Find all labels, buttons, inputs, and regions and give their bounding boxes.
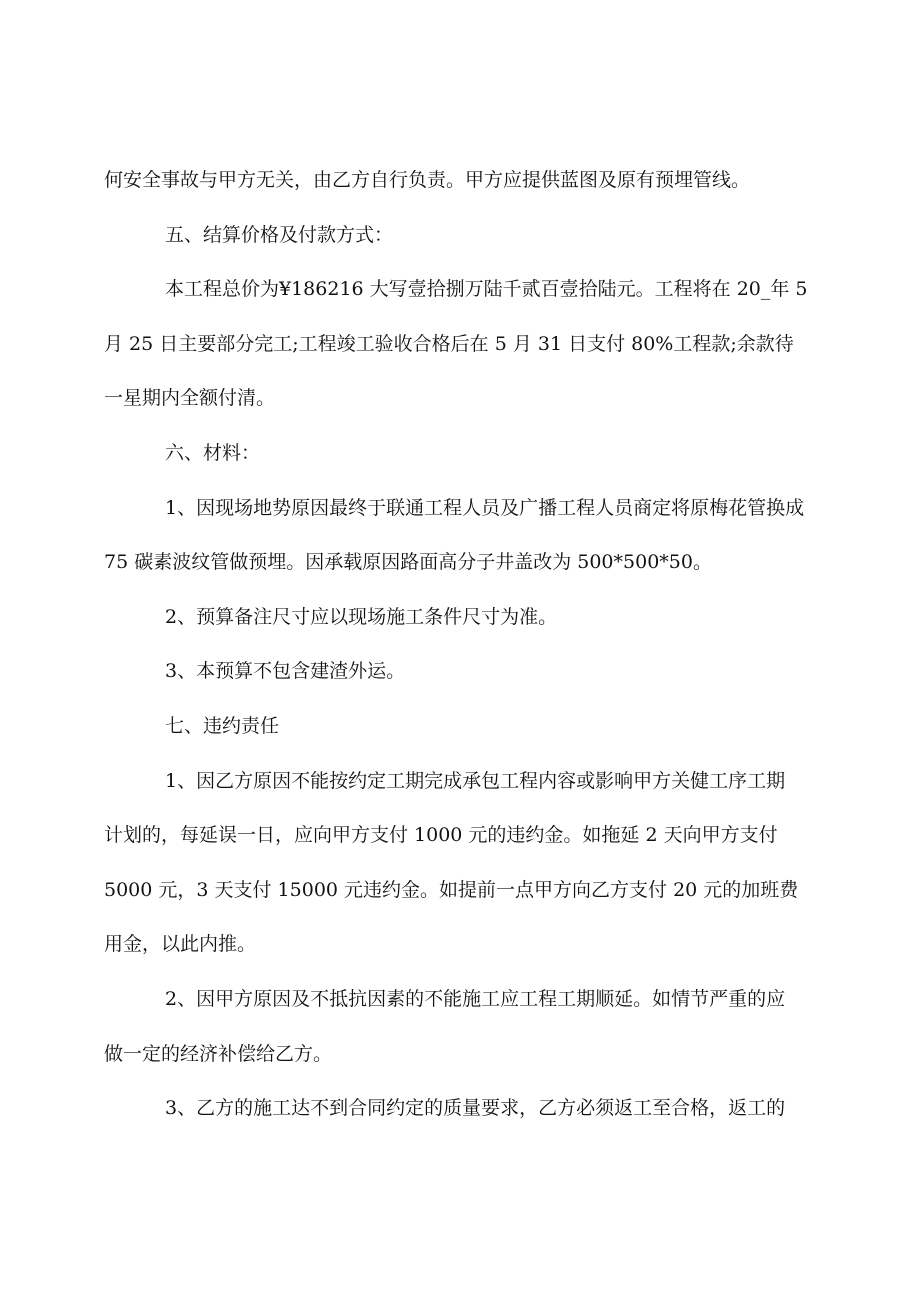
text-line: 3、乙方的施工达不到合同约定的质量要求，乙方必须返工至合格，返工的 — [165, 1097, 786, 1120]
paragraph — [104, 644, 824, 699]
text-line: 何安全事故与甲方无关，由乙方自行负责。甲方应提供蓝图及原有预埋管线。 — [104, 169, 751, 191]
paragraph — [104, 262, 824, 426]
text-line: 5000 元，3 天支付 15000 元违约金。如提前一点甲方向乙方支付 20 元的加班费 — [104, 878, 799, 901]
document-body — [104, 153, 824, 1136]
paragraph — [104, 754, 824, 972]
paragraph — [104, 590, 824, 645]
paragraph — [104, 972, 824, 1081]
paragraph — [104, 699, 824, 754]
text-line: 做一定的经济补偿给乙方。 — [104, 1042, 333, 1065]
paragraph — [104, 426, 824, 481]
text-line: 本工程总价为¥186216 大写壹拾捌万陆千贰百壹拾陆元。工程将在 20_年 5 — [165, 278, 808, 301]
text-line: 3、本预算不包含建渣外运。 — [165, 660, 406, 683]
text-line: 2、预算备注尺寸应以现场施工条件尺寸为准。 — [165, 605, 558, 628]
paragraph — [104, 208, 824, 263]
text-line: 1、因现场地势原因最终于联通工程人员及广播工程人员商定将原梅花管换成 — [165, 496, 805, 519]
text-line: 五、结算价格及付款方式： — [165, 223, 394, 246]
text-line: 75 碳素波纹管做预埋。因承载原因路面高分子井盖改为 500*500*50。 — [104, 551, 712, 574]
text-line: 2、因甲方原因及不抵抗因素的不能施工应工程工期顺延。如情节严重的应 — [165, 987, 786, 1010]
paragraph — [104, 153, 824, 208]
paragraph — [104, 1081, 824, 1136]
text-line: 六、材料： — [165, 441, 261, 464]
text-line: 用金，以此内推。 — [104, 933, 257, 956]
paragraph — [104, 481, 824, 590]
text-line: 月 25 日主要部分完工;工程竣工验收合格后在 5 月 31 日支付 80%工程款;余款待 — [104, 332, 794, 355]
text-line: 七、违约责任 — [165, 714, 280, 737]
text-line: 一星期内全额付清。 — [104, 387, 276, 410]
text-line: 计划的，每延误一日，应向甲方支付 1000 元的违约金。如拖延 2 天向甲方支付 — [104, 824, 778, 847]
text-line: 1、因乙方原因不能按约定工期完成承包工程内容或影响甲方关健工序工期 — [165, 769, 786, 792]
